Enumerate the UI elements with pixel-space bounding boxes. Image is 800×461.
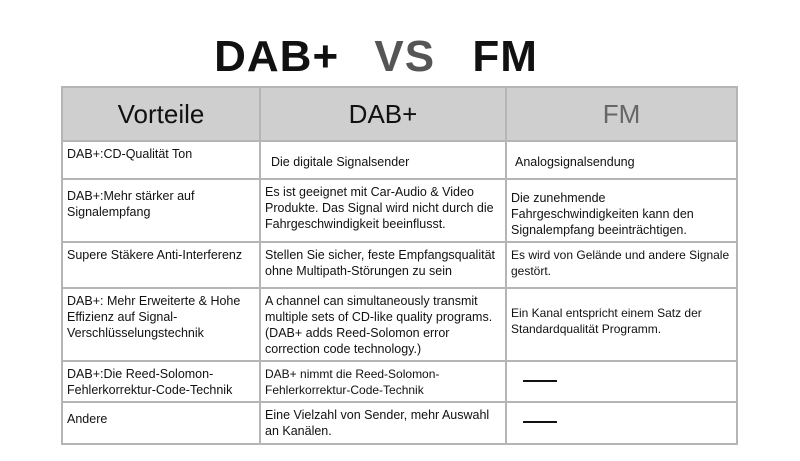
header-fm: FM [506, 87, 737, 141]
row-advantage: DAB+:CD-Qualität Ton [62, 141, 260, 179]
comparison-table [61, 86, 738, 445]
row-dab-cell: DAB+ nimmt die Reed-Solomon-Fehlerkorrektur-Code-Technik [260, 361, 506, 402]
row-advantage: Supere Stäkere Anti-Interferenz [62, 242, 260, 288]
row-fm-cell [506, 288, 737, 361]
row-dab-cell: Stellen Sie sicher, feste Empfangsqualität ohne Multipath-Störungen zu sein [260, 242, 506, 288]
row-fm-text: Ein Kanal entspricht einem Satz der Standardqualität Programm. [511, 306, 702, 336]
row-fm-cell: Es wird von Gelände und andere Signale gestört. [506, 242, 737, 288]
row-dab-text: Die digitale Signalsender [271, 155, 410, 169]
dash-icon [523, 421, 557, 423]
row-fm-cell [506, 361, 737, 402]
row-fm-cell [506, 402, 737, 444]
row-advantage: DAB+:Mehr stärker auf Signalempfang [62, 179, 260, 242]
table-row [62, 179, 737, 242]
table-row [62, 402, 737, 444]
row-dab-cell: Es ist geeignet mit Car-Audio & Video Produkte. Das Signal wird nicht durch die Fahrgeschwindigkeit beeinflusst. [260, 179, 506, 242]
table-row [62, 288, 737, 361]
table-row [62, 141, 737, 179]
row-advantage: DAB+:Die Reed-Solomon-Fehlerkorrektur-Code-Technik [62, 361, 260, 402]
row-fm-cell: Die zunehmende Fahrgeschwindigkeiten kann den Signalempfang beeinträchtigen. [506, 179, 737, 242]
header-row [62, 87, 737, 141]
header-dab: DAB+ [260, 87, 506, 141]
table-row [62, 242, 737, 288]
table-row [62, 361, 737, 402]
title-vs: VS [374, 32, 436, 81]
dash-icon [523, 380, 557, 382]
row-fm-text: Analogsignalsendung [515, 155, 635, 169]
row-advantage: Andere [62, 402, 260, 444]
row-dab-cell: A channel can simultaneously transmit multiple sets of CD-like quality programs. (DAB+ adds Reed-Solomon error correction code technology.) [260, 288, 506, 361]
title-dab: DAB+ [214, 32, 340, 81]
row-advantage: DAB+: Mehr Erweiterte & Hohe Effizienz auf Signal-Verschlüsselungstechnik [62, 288, 260, 361]
row-dab-cell [260, 141, 506, 179]
header-vorteile: Vorteile [62, 87, 260, 141]
row-fm-cell [506, 141, 737, 179]
title-fm: FM [472, 32, 538, 81]
row-dab-cell: Eine Vielzahl von Sender, mehr Auswahl an Kanälen. [260, 402, 506, 444]
page-title [0, 30, 800, 84]
